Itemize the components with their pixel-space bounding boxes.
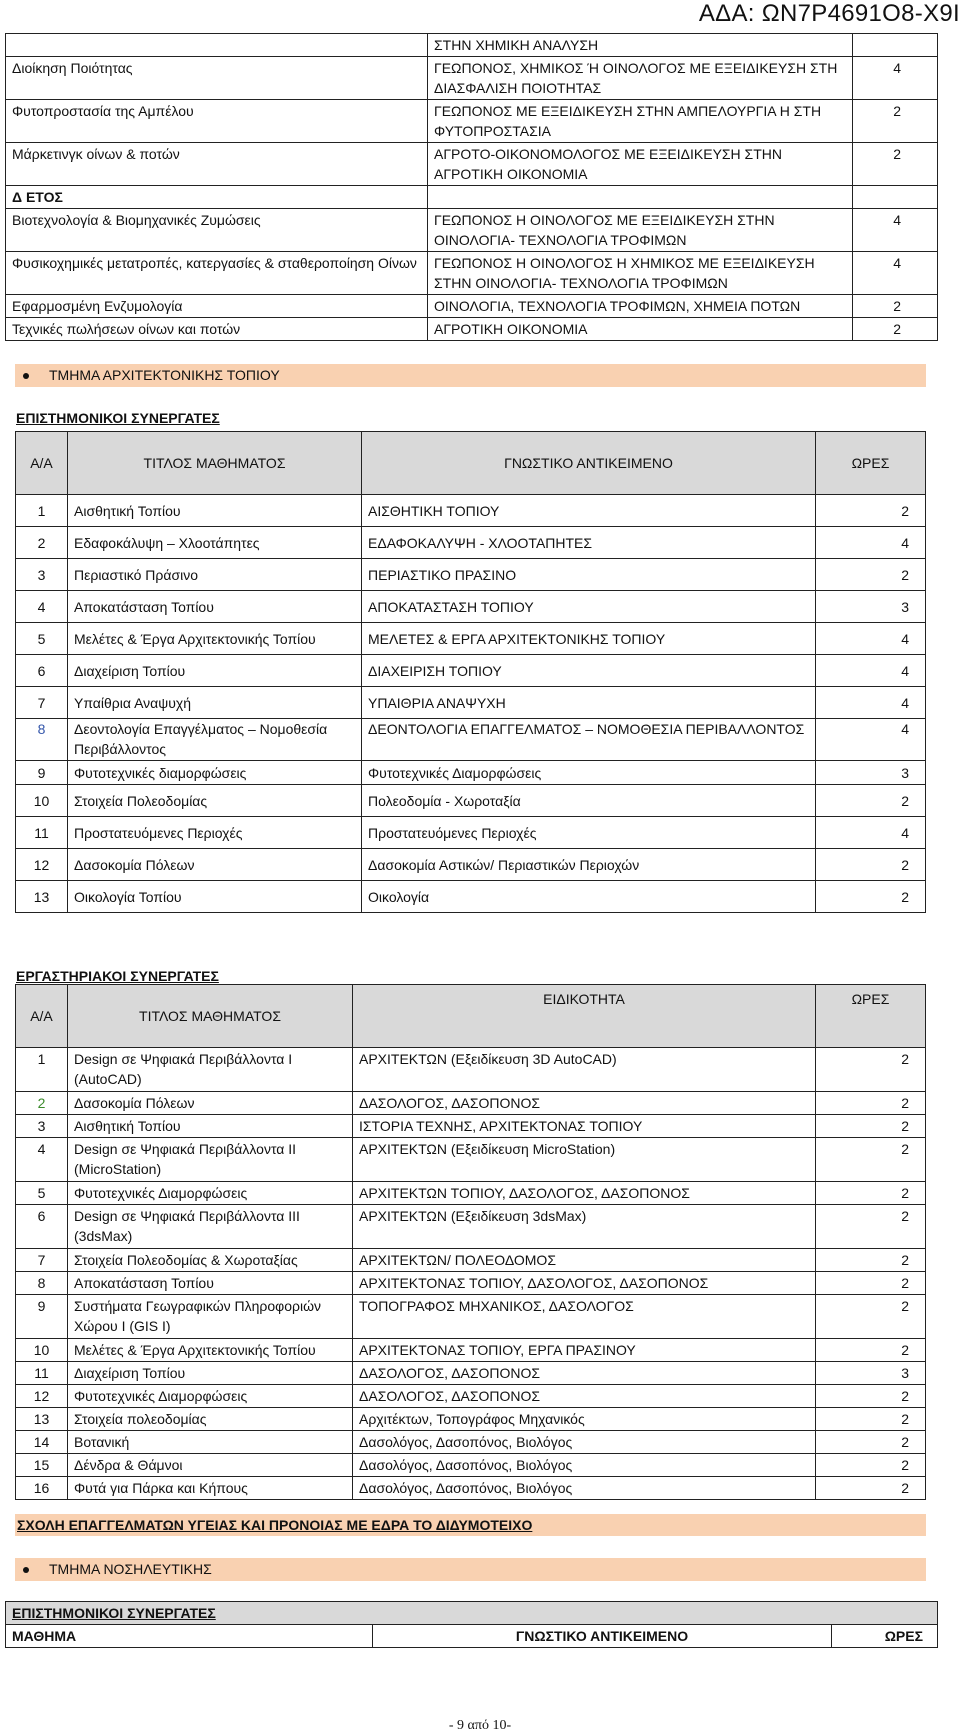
row-number: 13 [16, 1408, 68, 1431]
bullet-icon [23, 1567, 29, 1573]
object-cell: Προστατευόμενες Περιοχές [362, 817, 816, 849]
table-row [16, 1205, 926, 1249]
course-title: Δένδρα & Θάμνοι [68, 1454, 353, 1477]
col-header-hours: ΩΡΕΣ [816, 985, 926, 1048]
object-cell: ΑΓΡΟΤΟ-ΟΙΚΟΝΟΜΟΛΟΓΟΣ ΜΕ ΕΞΕΙΔΙΚΕΥΣΗ ΣΤΗΝ ΑΓΡΟΤΙΚΗ ΟΙΚΟΝΟΜΙΑ [428, 143, 853, 186]
col-header-hours: ΩΡΕΣ [832, 1625, 938, 1648]
row-number: 16 [16, 1477, 68, 1500]
table-row [6, 57, 938, 100]
table-row [6, 34, 938, 57]
col-header-spec: ΕΙΔΙΚΟΤΗΤΑ [353, 985, 816, 1048]
table-row [16, 1092, 926, 1115]
hours-cell: 2 [816, 1477, 926, 1500]
specialty-cell: ΔΑΣΟΛΟΓΟΣ, ΔΑΣΟΠΟΝΟΣ [353, 1385, 816, 1408]
school-title: ΣΧΟΛΗ ΕΠΑΓΓΕΛΜΑΤΩΝ ΥΓΕΙΑΣ ΚΑΙ ΠΡΟΝΟΙΑΣ ΜΕ ΕΔΡΑ ΤΟ ΔΙΔΥΜΟΤΕΙΧΟ [15, 1514, 926, 1536]
course-title: Δασοκομία Πόλεων [68, 849, 362, 881]
course-cell [6, 34, 428, 57]
row-number: 10 [16, 785, 68, 817]
row-number: 7 [16, 1249, 68, 1272]
row-number: 8 [16, 719, 68, 761]
object-cell: ΥΠΑΙΘΡΙΑ ΑΝΑΨΥΧΗ [362, 687, 816, 719]
table-row [6, 209, 938, 252]
course-title: Φυτοτεχνικές διαμορφώσεις [68, 761, 362, 785]
course-title: Στοιχεία Πολεοδομίας & Χωροταξίας [68, 1249, 353, 1272]
object-cell: ΕΔΑΦΟΚΑΛΥΨΗ - ΧΛΟΟΤΑΠΗΤΕΣ [362, 527, 816, 559]
row-number: 12 [16, 1385, 68, 1408]
object-cell: ΜΕΛΕΤΕΣ & ΕΡΓΑ ΑΡΧΙΤΕΚΤΟΝΙΚΗΣ ΤΟΠΙΟΥ [362, 623, 816, 655]
row-number: 1 [16, 495, 68, 527]
table-row [16, 881, 926, 913]
col-header-course: ΜΑΘΗΜΑ [6, 1625, 373, 1648]
hours-cell: 2 [816, 1249, 926, 1272]
specialty-cell: ΤΟΠΟΓΡΑΦΟΣ ΜΗΧΑΝΙΚΟΣ, ΔΑΣΟΛΟΓΟΣ [353, 1295, 816, 1339]
object-cell: ΑΙΣΘΗΤΙΚΗ ΤΟΠΙΟΥ [362, 495, 816, 527]
hours-cell: 4 [853, 57, 938, 100]
hours-cell: 4 [816, 527, 926, 559]
hours-cell: 2 [816, 1092, 926, 1115]
object-cell: ΓΕΩΠΟΝΟΣ Η ΟΙΝΟΛΟΓΟΣ Η ΧΗΜΙΚΟΣ ΜΕ ΕΞΕΙΔΙΚΕΥΣΗ ΣΤΗΝ ΟΙΝΟΛΟΓΙΑ- ΤΕΧΝΟΛΟΓΙΑ ΤΡΟΦΙΜΩΝ [428, 252, 853, 295]
hours-cell: 4 [853, 209, 938, 252]
col-header-title: ΤΙΤΛΟΣ ΜΑΘΗΜΑΤΟΣ [68, 985, 353, 1048]
ada-code: ΑΔΑ: ΩΝ7Ρ4691Ο8-Χ9Ι [698, 0, 960, 27]
hours-cell: 2 [816, 1272, 926, 1295]
row-number: 3 [16, 1115, 68, 1138]
object-cell: ΓΕΩΠΟΝΟΣ, ΧΗΜΙΚΟΣ Ή ΟΙΝΟΛΟΓΟΣ ΜΕ ΕΞΕΙΔΙΚΕΥΣΗ ΣΤΗ ΔΙΑΣΦΑΛΙΣΗ ΠΟΙΟΤΗΤΑΣ [428, 57, 853, 100]
row-number: 9 [16, 1295, 68, 1339]
course-title: Φυτοτεχνικές Διαμορφώσεις [68, 1182, 353, 1205]
course-title: Μελέτες & Έργα Αρχιτεκτονικής Τοπίου [68, 623, 362, 655]
row-number: 12 [16, 849, 68, 881]
hours-cell: 3 [816, 1362, 926, 1385]
course-cell: Διοίκηση Ποιότητας [6, 57, 428, 100]
table-header-row [16, 432, 926, 495]
table-row [16, 1454, 926, 1477]
row-number: 1 [16, 1048, 68, 1092]
specialty-cell: ΙΣΤΟΡΙΑ ΤΕΧΝΗΣ, ΑΡΧΙΤΕΚΤΟΝΑΣ ΤΟΠΙΟΥ [353, 1115, 816, 1138]
course-title: Φυτά για Πάρκα και Κήπους [68, 1477, 353, 1500]
table-row [16, 1138, 926, 1182]
specialty-cell: ΑΡΧΙΤΕΚΤΩΝ (Εξειδίκευση 3D AutoCAD) [353, 1048, 816, 1092]
hours-cell: 2 [816, 1454, 926, 1477]
row-number: 7 [16, 687, 68, 719]
table-row [16, 785, 926, 817]
table-row [16, 1048, 926, 1092]
hours-cell: 4 [816, 687, 926, 719]
table-row [6, 252, 938, 295]
hours-cell: 2 [816, 1431, 926, 1454]
scientific-heading: ΕΠΙΣΤΗΜΟΝΙΚΟΙ ΣΥΝΕΡΓΑΤΕΣ [6, 1602, 938, 1625]
specialty-cell: ΑΡΧΙΤΕΚΤΟΝΑΣ ΤΟΠΙΟΥ, ΔΑΣΟΛΟΓΟΣ, ΔΑΣΟΠΟΝΟΣ [353, 1272, 816, 1295]
hours-cell: 3 [816, 761, 926, 785]
course-cell: Φυσικοχημικές μετατροπές, κατεργασίες & σταθεροποίηση Οίνων [6, 252, 428, 295]
course-title: Περιαστικό Πράσινο [68, 559, 362, 591]
course-title: Design σε Ψηφιακά Περιβάλλοντα III (3dsMax) [68, 1205, 353, 1249]
course-title: Αισθητική Τοπίου [68, 495, 362, 527]
object-cell: Πολεοδομία - Χωροταξία [362, 785, 816, 817]
row-number: 13 [16, 881, 68, 913]
table-row [6, 295, 938, 318]
table-row [16, 1249, 926, 1272]
hours-cell [853, 186, 938, 209]
course-title: Δασοκομία Πόλεων [68, 1092, 353, 1115]
table-row [16, 527, 926, 559]
hours-cell: 4 [816, 719, 926, 761]
hours-cell [853, 34, 938, 57]
table-row [16, 687, 926, 719]
course-cell: Φυτοπροστασία της Αμπέλου [6, 100, 428, 143]
table-row [6, 1602, 938, 1625]
table-row [16, 1182, 926, 1205]
course-title: Στοιχεία πολεοδομίας [68, 1408, 353, 1431]
course-title: Design σε Ψηφιακά Περιβάλλοντα I (AutoCAD) [68, 1048, 353, 1092]
specialty-cell: Δασολόγος, Δασοπόνος, Βιολόγος [353, 1431, 816, 1454]
object-cell: ΑΠΟΚΑΤΑΣΤΑΣΗ ΤΟΠΙΟΥ [362, 591, 816, 623]
course-title: Αποκατάσταση Τοπίου [68, 591, 362, 623]
specialty-cell: Αρχιτέκτων, Τοπογράφος Μηχανικός [353, 1408, 816, 1431]
nursing-table [5, 1601, 938, 1648]
col-header-aa: Α/Α [16, 985, 68, 1048]
table-row [16, 1362, 926, 1385]
hours-cell: 2 [816, 1205, 926, 1249]
table-row [16, 761, 926, 785]
table-row [16, 1408, 926, 1431]
course-cell: Βιοτεχνολογία & Βιομηχανικές Ζυμώσεις [6, 209, 428, 252]
table-row [16, 849, 926, 881]
table-header-row [6, 1625, 938, 1648]
hours-cell: 2 [816, 1385, 926, 1408]
department-bar-nursing [15, 1558, 926, 1581]
course-title: Αισθητική Τοπίου [68, 1115, 353, 1138]
hours-cell: 4 [853, 252, 938, 295]
hours-cell: 4 [816, 623, 926, 655]
table-row [16, 1431, 926, 1454]
course-title: Προστατευόμενες Περιοχές [68, 817, 362, 849]
row-number: 5 [16, 1182, 68, 1205]
row-number: 9 [16, 761, 68, 785]
lab-collaborators-table [15, 984, 926, 1500]
object-cell: Οικολογία [362, 881, 816, 913]
object-cell [428, 186, 853, 209]
table-row [6, 318, 938, 341]
course-title: Εδαφοκάλυψη – Χλοοτάπητες [68, 527, 362, 559]
specialty-cell: ΑΡΧΙΤΕΚΤΟΝΑΣ ΤΟΠΙΟΥ, ΕΡΓΑ ΠΡΑΣΙΝΟΥ [353, 1339, 816, 1362]
hours-cell: 2 [853, 318, 938, 341]
course-cell: Δ ΕΤΟΣ [6, 186, 428, 209]
page-footer: - 9 από 10- [448, 1718, 512, 1733]
course-title: Φυτοτεχνικές Διαμορφώσεις [68, 1385, 353, 1408]
table-row [16, 1115, 926, 1138]
hours-cell: 2 [816, 1339, 926, 1362]
department-bar-landscape [15, 364, 926, 387]
object-cell: ΠΕΡΙΑΣΤΙΚΟ ΠΡΑΣΙΝΟ [362, 559, 816, 591]
table-row [16, 1385, 926, 1408]
scientific-collaborators-table [15, 431, 926, 913]
row-number: 5 [16, 623, 68, 655]
course-title: Βοτανική [68, 1431, 353, 1454]
table-row [16, 1339, 926, 1362]
hours-cell: 2 [816, 559, 926, 591]
department-title: ΤΜΗΜΑ ΑΡΧΙΤΕΚΤΟΝΙΚΗΣ ΤΟΠΙΟΥ [49, 367, 280, 383]
hours-cell: 2 [816, 1182, 926, 1205]
hours-cell: 2 [853, 100, 938, 143]
hours-cell: 2 [816, 849, 926, 881]
course-title: Διαχείριση Τοπίου [68, 1362, 353, 1385]
hours-cell: 3 [816, 591, 926, 623]
specialty-cell: Δασολόγος, Δασοπόνος, Βιολόγος [353, 1477, 816, 1500]
specialty-cell: ΑΡΧΙΤΕΚΤΩΝ/ ΠΟΛΕΟΔΟΜΟΣ [353, 1249, 816, 1272]
object-cell: ΔΕΟΝΤΟΛΟΓΙΑ ΕΠΑΓΓΕΛΜΑΤΟΣ – ΝΟΜΟΘΕΣΙΑ ΠΕΡΙΒΑΛΛΟΝΤΟΣ [362, 719, 816, 761]
hours-cell: 2 [816, 785, 926, 817]
course-title: Αποκατάσταση Τοπίου [68, 1272, 353, 1295]
lab-heading: ΕΡΓΑΣΤΗΡΙΑΚΟΙ ΣΥΝΕΡΓΑΤΕΣ [16, 968, 219, 984]
course-title: Δεοντολογία Επαγγέλματος – Νομοθεσία Περιβάλλοντος [68, 719, 362, 761]
object-cell: ΔΙΑΧΕΙΡΙΣΗ ΤΟΠΙΟΥ [362, 655, 816, 687]
table-row [16, 655, 926, 687]
table-header-row [16, 985, 926, 1048]
table-row [16, 591, 926, 623]
object-cell: Δασοκομία Αστικών/ Περιαστικών Περιοχών [362, 849, 816, 881]
row-number: 6 [16, 1205, 68, 1249]
specialty-cell: ΔΑΣΟΛΟΓΟΣ, ΔΑΣΟΠΟΝΟΣ [353, 1362, 816, 1385]
department-title: ΤΜΗΜΑ ΝΟΣΗΛΕΥΤΙΚΗΣ [49, 1561, 212, 1577]
row-number: 15 [16, 1454, 68, 1477]
row-number: 8 [16, 1272, 68, 1295]
object-cell: ΣΤΗΝ ΧΗΜΙΚΗ ΑΝΑΛΥΣΗ [428, 34, 853, 57]
hours-cell: 2 [816, 495, 926, 527]
table-row [6, 100, 938, 143]
hours-cell: 4 [816, 655, 926, 687]
scientific-heading: ΕΠΙΣΤΗΜΟΝΙΚΟΙ ΣΥΝΕΡΓΑΤΕΣ [16, 410, 220, 426]
course-title: Design σε Ψηφιακά Περιβάλλοντα II (MicroStation) [68, 1138, 353, 1182]
specialty-cell: ΑΡΧΙΤΕΚΤΩΝ ΤΟΠΙΟΥ, ΔΑΣΟΛΟΓΟΣ, ΔΑΣΟΠΟΝΟΣ [353, 1182, 816, 1205]
course-cell: Τεχνικές πωλήσεων οίνων και ποτών [6, 318, 428, 341]
specialty-cell: Δασολόγος, Δασοπόνος, Βιολόγος [353, 1454, 816, 1477]
course-title: Διαχείριση Τοπίου [68, 655, 362, 687]
hours-cell: 4 [816, 817, 926, 849]
table-row [16, 559, 926, 591]
hours-cell: 2 [853, 295, 938, 318]
course-title: Στοιχεία Πολεοδομίας [68, 785, 362, 817]
table-row [16, 1295, 926, 1339]
row-number: 4 [16, 591, 68, 623]
table-row [16, 719, 926, 761]
specialty-cell: ΔΑΣΟΛΟΓΟΣ, ΔΑΣΟΠΟΝΟΣ [353, 1092, 816, 1115]
hours-cell: 2 [816, 1295, 926, 1339]
bullet-icon [23, 373, 29, 379]
top-courses-table [5, 33, 938, 341]
course-title: Μελέτες & Έργα Αρχιτεκτονικής Τοπίου [68, 1339, 353, 1362]
object-cell: ΟΙΝΟΛΟΓΙΑ, ΤΕΧΝΟΛΟΓΙΑ ΤΡΟΦΙΜΩΝ, ΧΗΜΕΙΑ ΠΟΤΩΝ [428, 295, 853, 318]
table-row [16, 495, 926, 527]
col-header-aa: Α/Α [16, 432, 68, 495]
row-number: 10 [16, 1339, 68, 1362]
hours-cell: 2 [816, 1048, 926, 1092]
col-header-object: ΓΝΩΣΤΙΚΟ ΑΝΤΙΚΕΙΜΕΝΟ [362, 432, 816, 495]
object-cell: Φυτοτεχνικές Διαμορφώσεις [362, 761, 816, 785]
course-cell: Εφαρμοσμένη Ενζυμολογία [6, 295, 428, 318]
course-title: Οικολογία Τοπίου [68, 881, 362, 913]
object-cell: ΓΕΩΠΟΝΟΣ ΜΕ ΕΞΕΙΔΙΚΕΥΣΗ ΣΤΗΝ ΑΜΠΕΛΟΥΡΓΙΑ Η ΣΤΗ ΦΥΤΟΠΡΟΣΤΑΣΙΑ [428, 100, 853, 143]
col-header-object: ΓΝΩΣΤΙΚΟ ΑΝΤΙΚΕΙΜΕΝΟ [373, 1625, 832, 1648]
table-row [16, 1272, 926, 1295]
specialty-cell: ΑΡΧΙΤΕΚΤΩΝ (Εξειδίκευση 3dsMax) [353, 1205, 816, 1249]
hours-cell: 2 [816, 1408, 926, 1431]
course-title: Συστήματα Γεωγραφικών Πληροφοριών Χώρου I (GIS I) [68, 1295, 353, 1339]
hours-cell: 2 [816, 1115, 926, 1138]
row-number: 14 [16, 1431, 68, 1454]
hours-cell: 2 [853, 143, 938, 186]
table-row [16, 1477, 926, 1500]
specialty-cell: ΑΡΧΙΤΕΚΤΩΝ (Εξειδίκευση MicroStation) [353, 1138, 816, 1182]
row-number: 6 [16, 655, 68, 687]
col-header-title: ΤΙΤΛΟΣ ΜΑΘΗΜΑΤΟΣ [68, 432, 362, 495]
row-number: 3 [16, 559, 68, 591]
table-row [6, 186, 938, 209]
object-cell: ΑΓΡΟΤΙΚΗ ΟΙΚΟΝΟΜΙΑ [428, 318, 853, 341]
table-row [16, 623, 926, 655]
row-number: 2 [16, 527, 68, 559]
row-number: 11 [16, 817, 68, 849]
table-row [6, 143, 938, 186]
col-header-hours: ΩΡΕΣ [816, 432, 926, 495]
row-number: 2 [16, 1092, 68, 1115]
object-cell: ΓΕΩΠΟΝΟΣ Η ΟΙΝΟΛΟΓΟΣ ΜΕ ΕΞΕΙΔΙΚΕΥΣΗ ΣΤΗΝ ΟΙΝΟΛΟΓΙΑ- ΤΕΧΝΟΛΟΓΙΑ ΤΡΟΦΙΜΩΝ [428, 209, 853, 252]
row-number: 4 [16, 1138, 68, 1182]
hours-cell: 2 [816, 1138, 926, 1182]
course-title: Υπαίθρια Αναψυχή [68, 687, 362, 719]
hours-cell: 2 [816, 881, 926, 913]
course-cell: Μάρκετινγκ οίνων & ποτών [6, 143, 428, 186]
row-number: 11 [16, 1362, 68, 1385]
table-row [16, 817, 926, 849]
